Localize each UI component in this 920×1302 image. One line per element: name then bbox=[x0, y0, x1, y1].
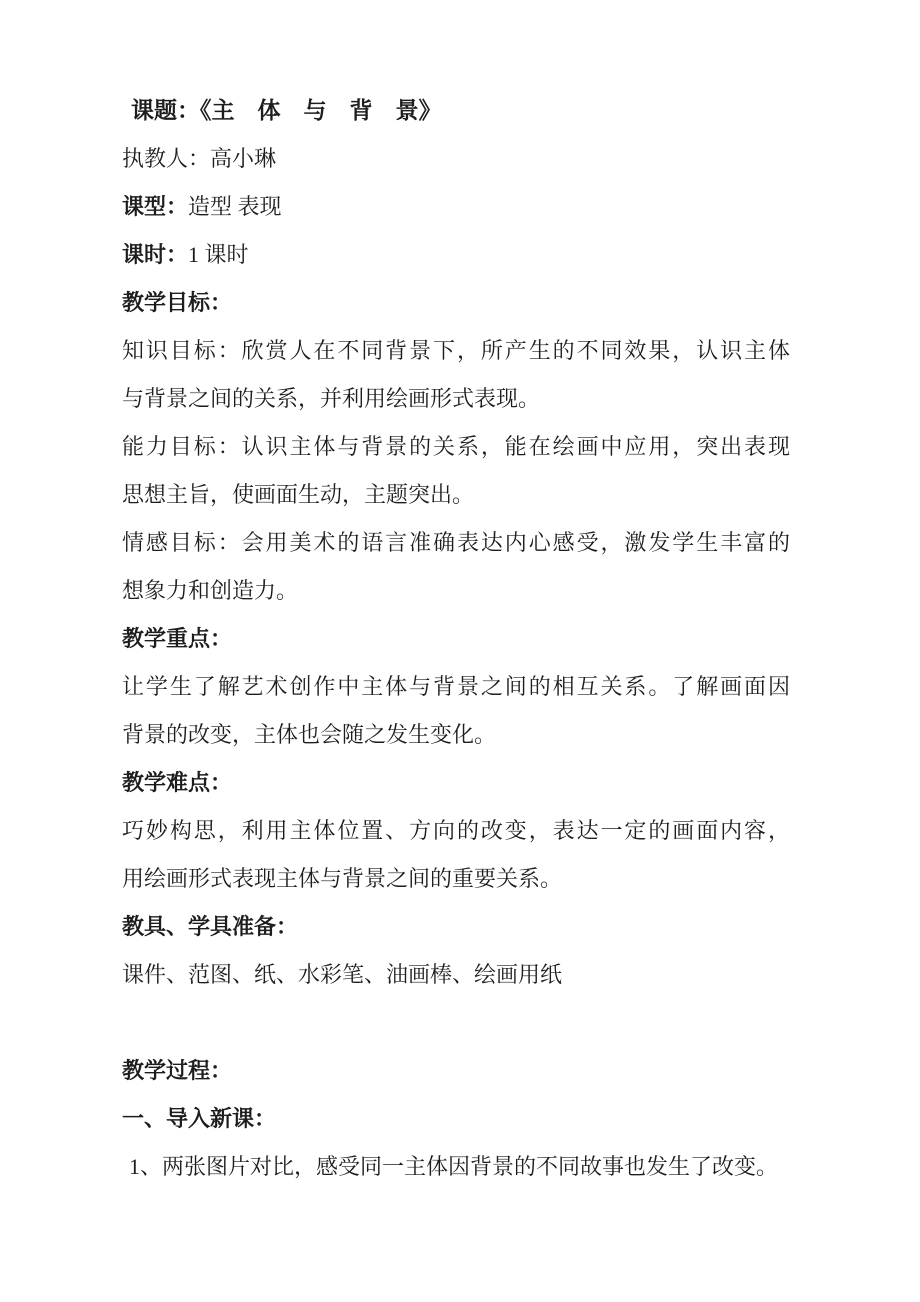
materials-line: 课件、范图、纸、水彩笔、油画棒、绘画用纸 bbox=[122, 962, 563, 987]
teaching-focus-line-1: 让学生了解艺术创作中主体与背景之间的相互关系。了解画面因 bbox=[122, 674, 790, 699]
title-line bbox=[122, 87, 790, 135]
step-1-line: 1、两张图片对比，感受同一主体因背景的不同故事也发生了改变。 bbox=[129, 1154, 779, 1179]
course-type-value: 造型 表现 bbox=[188, 194, 282, 219]
teaching-process-heading: 教学过程： bbox=[122, 1058, 233, 1083]
teaching-goals-heading: 教学目标： bbox=[122, 290, 233, 315]
course-hours-line bbox=[122, 231, 790, 279]
course-hours-value: 1 课时 bbox=[188, 242, 249, 267]
ability-goal-line-1: 能力目标：认识主体与背景的关系，能在绘画中应用，突出表现 bbox=[122, 434, 790, 459]
course-type-line bbox=[122, 183, 790, 231]
emotion-goal-line-1: 情感目标：会用美术的语言准确表达内心感受，激发学生丰富的 bbox=[122, 530, 790, 555]
ability-goal-line-2: 思想主旨，使画面生动，主题突出。 bbox=[122, 482, 475, 507]
course-type-label: 课型： bbox=[122, 194, 189, 219]
blank-line bbox=[122, 999, 790, 1047]
teacher-line bbox=[122, 135, 790, 183]
teacher-text: 执教人：高小琳 bbox=[122, 146, 277, 171]
knowledge-goal-line-2: 与背景之间的关系，并利用绘画形式表现。 bbox=[122, 386, 541, 411]
teaching-focus-heading: 教学重点： bbox=[122, 626, 233, 651]
materials-heading: 教具、学具准备： bbox=[122, 914, 299, 939]
knowledge-goal-line-1: 知识目标：欣赏人在不同背景下，所产生的不同效果，认识主体 bbox=[122, 338, 790, 363]
lesson-intro-heading: 一、导入新课： bbox=[122, 1106, 277, 1131]
teaching-difficulty-heading: 教学难点： bbox=[122, 770, 233, 795]
title-text: 课题：《主 体 与 背 景》 bbox=[131, 98, 442, 123]
teaching-difficulty-line-2: 用绘画形式表现主体与背景之间的重要关系。 bbox=[122, 866, 563, 891]
document-body bbox=[122, 87, 790, 1191]
emotion-goal-line-2: 想象力和创造力。 bbox=[122, 578, 299, 603]
course-hours-label: 课时： bbox=[122, 242, 189, 267]
teaching-focus-line-2: 背景的改变，主体也会随之发生变化。 bbox=[122, 722, 497, 747]
teaching-difficulty-line-1: 巧妙构思，利用主体位置、方向的改变，表达一定的画面内容， bbox=[122, 818, 790, 843]
